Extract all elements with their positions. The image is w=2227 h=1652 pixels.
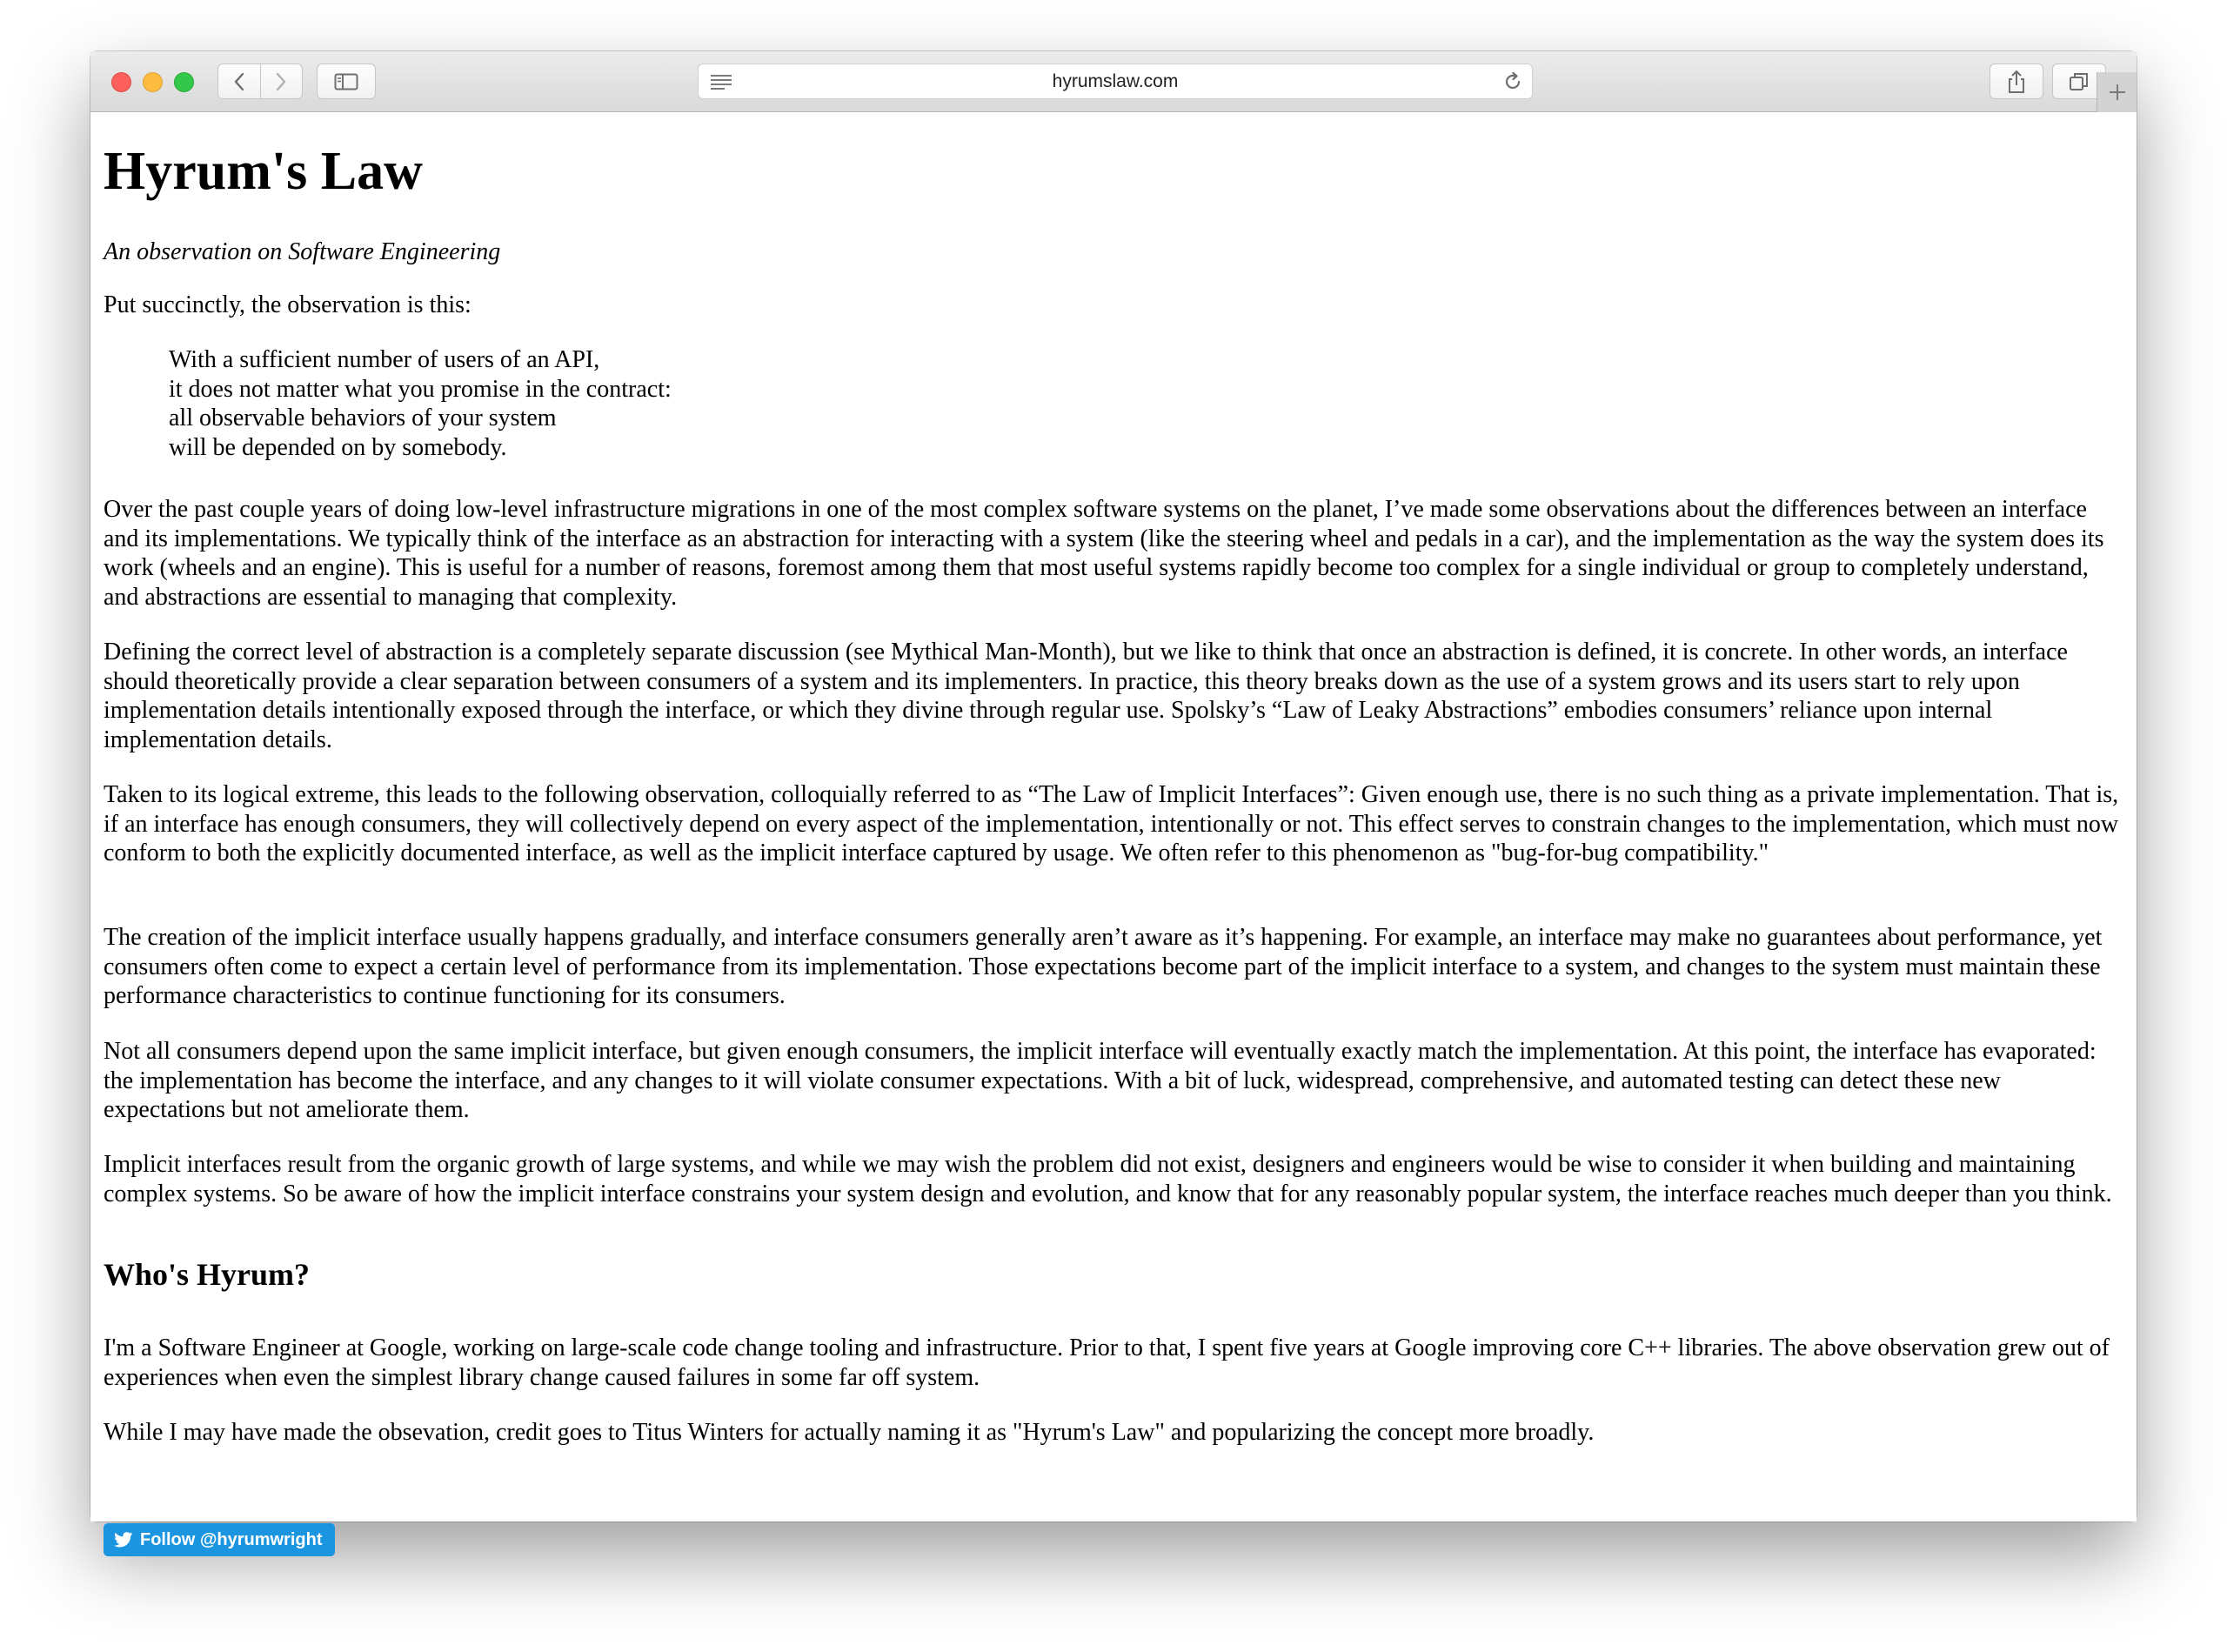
page-title: Hyrum's Law — [104, 142, 423, 201]
browser-toolbar — [90, 51, 2137, 112]
page-content — [90, 112, 2137, 1549]
address-bar[interactable] — [698, 64, 1533, 99]
navigation-buttons — [217, 64, 303, 99]
intro-paragraph: Put succinctly, the observation is this: — [104, 291, 471, 318]
share-button[interactable] — [1990, 64, 2043, 99]
about-paragraph: While I may have made the obsevation, credit goes to Titus Winters for actually naming it as "Hyrum's Law" and popularizing the concept more broadly. — [104, 1419, 1595, 1446]
share-icon — [2007, 70, 2026, 94]
zoom-window-icon[interactable] — [174, 72, 194, 92]
quote-line: all observable behaviors of your system — [169, 405, 557, 431]
twitter-bird-icon — [114, 1532, 133, 1548]
body-paragraph: Not all consumers depend upon the same implicit interface, but given enough consumers, the implicit interface will eventually exactly match the implementation. At this point, the interface has evaporated: the implementation has become the interface, and any changes to it will violate consumer expectations. With a bit of luck, widespread, comprehensive, and automated testing can detect these new expectations but not ameliorate them. — [104, 1038, 2097, 1123]
chevron-left-icon — [233, 72, 245, 91]
body-paragraph: Defining the correct level of abstraction is a completely separate discussion (see Mythical Man-Month), but we like to think that once an abstraction is defined, it is concrete. In other words, an interface should theoretically provide a clear separation between consumers of a system and its implementers. In practice, this theory breaks down as the use of a system grows and its users start to rely upon implementation details intentionally exposed through the interface, or which they divine through regular use. Spolsky’s “Law of Leaky Abstractions” embodies consumers’ reliance upon internal implementation details. — [104, 639, 2068, 753]
tab-overview-icon — [2069, 71, 2090, 92]
new-tab-button[interactable] — [2097, 72, 2137, 112]
quote-line: it does not matter what you promise in the contract: — [169, 375, 672, 403]
follow-button-label: Follow @hyrumwright — [140, 1529, 323, 1549]
sidebar-icon — [334, 73, 358, 90]
body-paragraph: Implicit interfaces result from the organic growth of large systems, and while we may wish the problem did not exist, designers and engineers would be wise to consider it when building and maintaining complex systems. So be aware of how the implicit interface constrains your system design and evolution, and know that for any reasonably popular system, the interface reaches much deeper than you think. — [104, 1151, 2112, 1207]
browser-window — [90, 51, 2137, 1549]
close-window-icon[interactable] — [111, 72, 131, 92]
reload-icon[interactable] — [1502, 71, 1523, 97]
sidebar-button[interactable] — [317, 64, 376, 99]
body-paragraph: Taken to its logical extreme, this leads to the following observation, colloquially referred to as “The Law of Implicit Interfaces”: Given enough use, there is no such thing as a private implementation. That is, if an interface has enough consumers, they will collectively depend on every aspect of the implementation, intentionally or not. This effect serves to constrain changes to the implementation, which must now conform to both the explicitly documented interface, as well as the implicit interface captured by usage. We often refer to this phenomenon as "bug-for-bug compatibility." — [104, 781, 2119, 866]
back-button[interactable] — [218, 64, 260, 98]
chevron-right-icon — [275, 72, 287, 91]
minimize-window-icon[interactable] — [143, 72, 163, 92]
about-paragraph: I'm a Software Engineer at Google, working on large-scale code change tooling and infrastructure. Prior to that, I spent five years at Google improving core C++ libraries. The above observation grew out of experiences when even the simplest library change caused failures in some far off system. — [104, 1334, 2110, 1391]
page-subtitle: An observation on Software Engineering — [104, 238, 501, 265]
quote-line: With a sufficient number of users of an API, — [169, 346, 600, 373]
plus-icon — [2108, 83, 2127, 102]
forward-button[interactable] — [260, 64, 303, 98]
url-text[interactable]: hyrumslaw.com — [1052, 70, 1179, 91]
twitter-follow-button[interactable] — [104, 1523, 335, 1556]
about-heading: Who's Hyrum? — [104, 1257, 311, 1292]
body-paragraph: The creation of the implicit interface usually happens gradually, and interface consumers generally aren’t aware as it’s happening. For example, an interface may make no guarantees about performance, yet consumers often come to expect a certain level of performance from its implementation. Those expectations become part of the implicit interface to a system, and changes to the system must maintain these performance characteristics to continue functioning for its consumers. — [104, 924, 2103, 1009]
law-quote — [169, 345, 672, 462]
quote-line: will be depended on by somebody. — [169, 433, 507, 461]
body-paragraph: Over the past couple years of doing low-level infrastructure migrations in one of the most complex software systems on the planet, I’ve made some observations about the differences between an interface and its implementations. We typically think of the interface as an abstraction for interacting with a system (like the steering wheel and pedals in a car), and the implementation as the way the system does its work (wheels and an engine). This is useful for a number of reasons, foremost among them that most useful systems rapidly become too complex for a single individual or group to completely understand, and abstractions are essential to managing that complexity. — [104, 496, 2104, 611]
